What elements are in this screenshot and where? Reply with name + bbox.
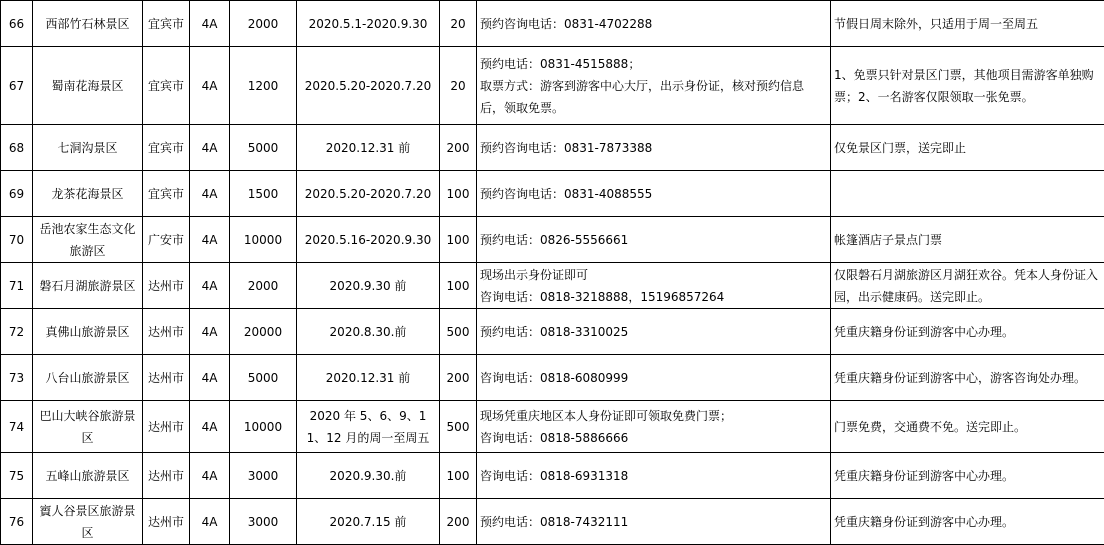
- table-body: [1, 1, 1104, 545]
- scenic-name: 巴山大峡谷旅游景区: [33, 401, 143, 453]
- scenic-name: 西部竹石林景区: [33, 1, 143, 47]
- notes: 1、免票只针对景区门票，其他项目需游客单独购票；2、一名游客仅限领取一张免票。: [831, 47, 1104, 125]
- valid-period: 2020.12.31 前: [297, 125, 440, 171]
- row-number: 73: [1, 355, 33, 401]
- level: 4A: [190, 1, 230, 47]
- valid-period: 2020.5.16-2020.9.30: [297, 217, 440, 263]
- city: 达州市: [143, 263, 190, 309]
- city: 广安市: [143, 217, 190, 263]
- table-row: [1, 125, 1104, 171]
- notes: 凭重庆籍身份证到游客中心，游客咨询处办理。: [831, 355, 1104, 401]
- city: 宜宾市: [143, 1, 190, 47]
- row-number: 76: [1, 499, 33, 545]
- scenic-name: 七洞沟景区: [33, 125, 143, 171]
- daily-limit: 100: [440, 217, 477, 263]
- row-number: 74: [1, 401, 33, 453]
- ticket-count: 5000: [230, 355, 297, 401]
- ticket-count: 1500: [230, 171, 297, 217]
- valid-period: 2020.5.20-2020.7.20: [297, 171, 440, 217]
- booking-info: 预约咨询电话：0831-4702288: [477, 1, 831, 47]
- valid-period: 2020.5.20-2020.7.20: [297, 47, 440, 125]
- ticket-count: 1200: [230, 47, 297, 125]
- valid-period: 2020.7.15 前: [297, 499, 440, 545]
- daily-limit: 100: [440, 263, 477, 309]
- notes: [831, 171, 1104, 217]
- booking-info: 预约电话：0826-5556661: [477, 217, 831, 263]
- scenic-name: 五峰山旅游景区: [33, 453, 143, 499]
- table-row: [1, 217, 1104, 263]
- row-number: 72: [1, 309, 33, 355]
- row-number: 67: [1, 47, 33, 125]
- booking-info: 现场凭重庆地区本人身份证即可领取免费门票； 咨询电话：0818-5886666: [477, 401, 831, 453]
- level: 4A: [190, 125, 230, 171]
- level: 4A: [190, 171, 230, 217]
- scenic-name: 蜀南花海景区: [33, 47, 143, 125]
- row-number: 75: [1, 453, 33, 499]
- booking-info: 预约电话：0818-3310025: [477, 309, 831, 355]
- ticket-count: 10000: [230, 217, 297, 263]
- booking-info: 预约咨询电话：0831-7873388: [477, 125, 831, 171]
- notes: 凭重庆籍身份证到游客中心办理。: [831, 499, 1104, 545]
- daily-limit: 20: [440, 1, 477, 47]
- table-row: [1, 47, 1104, 125]
- daily-limit: 100: [440, 171, 477, 217]
- notes: 门票免费，交通费不免。送完即止。: [831, 401, 1104, 453]
- scenic-name: 真佛山旅游景区: [33, 309, 143, 355]
- notes: 仅限磐石月湖旅游区月湖狂欢谷。凭本人身份证入园，出示健康码。送完即止。: [831, 263, 1104, 309]
- city: 达州市: [143, 499, 190, 545]
- row-number: 70: [1, 217, 33, 263]
- valid-period: 2020 年 5、6、9、11、12 月的周一至周五: [297, 401, 440, 453]
- daily-limit: 500: [440, 401, 477, 453]
- city: 宜宾市: [143, 47, 190, 125]
- scenic-name: 岳池农家生态文化旅游区: [33, 217, 143, 263]
- notes: 凭重庆籍身份证到游客中心办理。: [831, 453, 1104, 499]
- notes: 帐篷酒店子景点门票: [831, 217, 1104, 263]
- ticket-count: 10000: [230, 401, 297, 453]
- city: 达州市: [143, 401, 190, 453]
- notes: 凭重庆籍身份证到游客中心办理。: [831, 309, 1104, 355]
- level: 4A: [190, 499, 230, 545]
- city: 宜宾市: [143, 125, 190, 171]
- daily-limit: 20: [440, 47, 477, 125]
- city: 达州市: [143, 309, 190, 355]
- level: 4A: [190, 217, 230, 263]
- valid-period: 2020.12.31 前: [297, 355, 440, 401]
- valid-period: 2020.9.30 前: [297, 263, 440, 309]
- level: 4A: [190, 453, 230, 499]
- city: 宜宾市: [143, 171, 190, 217]
- table-row: [1, 453, 1104, 499]
- booking-info: 咨询电话：0818-6931318: [477, 453, 831, 499]
- ticket-count: 20000: [230, 309, 297, 355]
- valid-period: 2020.5.1-2020.9.30: [297, 1, 440, 47]
- scenic-name: 龙茶花海景区: [33, 171, 143, 217]
- booking-info: 预约电话：0818-7432111: [477, 499, 831, 545]
- level: 4A: [190, 401, 230, 453]
- booking-info: 咨询电话：0818-6080999: [477, 355, 831, 401]
- daily-limit: 500: [440, 309, 477, 355]
- level: 4A: [190, 263, 230, 309]
- daily-limit: 200: [440, 125, 477, 171]
- table-row: [1, 1, 1104, 47]
- city: 达州市: [143, 355, 190, 401]
- level: 4A: [190, 355, 230, 401]
- booking-info: 预约咨询电话：0831-4088555: [477, 171, 831, 217]
- daily-limit: 200: [440, 355, 477, 401]
- table-row: [1, 355, 1104, 401]
- daily-limit: 200: [440, 499, 477, 545]
- notes: 节假日周末除外，只适用于周一至周五: [831, 1, 1104, 47]
- row-number: 66: [1, 1, 33, 47]
- table-row: [1, 499, 1104, 545]
- valid-period: 2020.9.30.前: [297, 453, 440, 499]
- ticket-count: 2000: [230, 1, 297, 47]
- booking-info: 预约电话：0831-4515888； 取票方式：游客到游客中心大厅，出示身份证，核对预约信息后，领取免票。: [477, 47, 831, 125]
- scenic-name: 賨人谷景区旅游景区: [33, 499, 143, 545]
- table-row: [1, 171, 1104, 217]
- valid-period: 2020.8.30.前: [297, 309, 440, 355]
- daily-limit: 100: [440, 453, 477, 499]
- booking-info: 现场出示身份证即可 咨询电话：0818-3218888，15196857264: [477, 263, 831, 309]
- ticket-count: 2000: [230, 263, 297, 309]
- ticket-count: 3000: [230, 499, 297, 545]
- table-row: [1, 401, 1104, 453]
- row-number: 71: [1, 263, 33, 309]
- notes: 仅免景区门票，送完即止: [831, 125, 1104, 171]
- table-row: [1, 263, 1104, 309]
- scenic-name: 磐石月湖旅游景区: [33, 263, 143, 309]
- row-number: 69: [1, 171, 33, 217]
- level: 4A: [190, 47, 230, 125]
- table-row: [1, 309, 1104, 355]
- scenic-name: 八台山旅游景区: [33, 355, 143, 401]
- row-number: 68: [1, 125, 33, 171]
- city: 达州市: [143, 453, 190, 499]
- ticket-count: 3000: [230, 453, 297, 499]
- ticket-count: 5000: [230, 125, 297, 171]
- level: 4A: [190, 309, 230, 355]
